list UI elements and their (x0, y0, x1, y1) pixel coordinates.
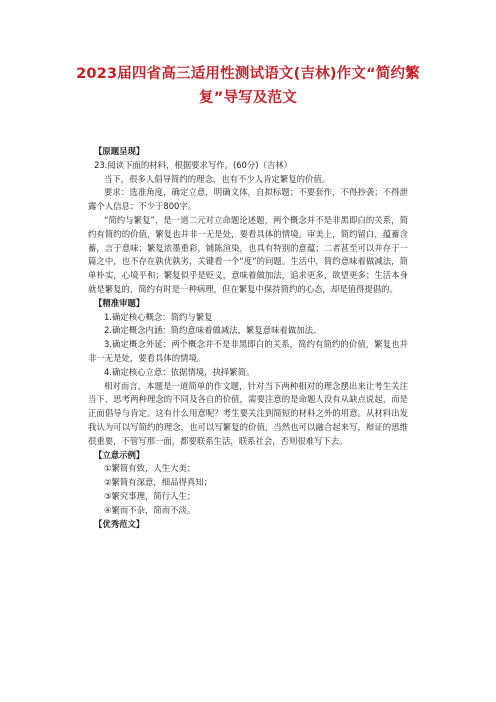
section-heading-essay: 【优秀范文】 (94, 518, 145, 529)
idea-item-2: ②繁简有深意，细品得真知； (103, 477, 212, 488)
section-heading-original: 【原题呈现】 (94, 146, 145, 156)
material-paragraph: 当下，很多人倡导简约的理念，也有不少人肯定繁复的价值。 (103, 173, 331, 184)
analysis-step-1: 1.确定核心概念：简约与繁复 (103, 311, 213, 322)
idea-item-3: ③繁究事理，简行人生； (103, 490, 196, 501)
idea-item-1: ①繁简有致，人生大美； (103, 463, 196, 474)
question-line: 23.阅读下面的材料，根据要求写作。(60分)（吉林） (94, 159, 293, 170)
analysis-step-3: 3.确定概念外延：两个概念并不是非黑即白的关系，简约有简约的价值，繁复也并非一无是处，要看具体的情境。 (88, 339, 408, 363)
document-title: 2023届四省高三适用性测试语文(吉林)作文“简约繁复”导写及范文 (76, 66, 420, 106)
analysis-paragraph: 相对而言，本题是一道简单的作文题，针对当下两种相对的理念摆出来让考生关注当下，思考两种理念的不同及各自的价值，需要注意的是命题人没有从缺点说起，而是正面倡导与肯定。这有什么用意呢？考生要关注到简短的材料之外的用意。从材料出发我认为可以写简约的理念，也可以写繁复的价值，当然也可以融合起来写，辩证的思维很重要，不管写那一面，都要联系生活，联系社会，否则很难写下去。 (88, 380, 408, 446)
requirement-paragraph: 要求：选准角度，确定立意，明确文体，自拟标题；不要套作，不得抄袭；不得泄露个人信息；不少于800字。 (88, 187, 408, 212)
document-body (88, 145, 408, 531)
idea-item-4: ④繁而不杂，简而不淡。 (103, 504, 196, 515)
section-heading-ideas: 【立意示例】 (94, 449, 145, 460)
topic-explanation-paragraph: “简约与繁复”，是一道二元对立命题论述题，两个概念并不是非黑即白的关系，简约有简约的价值，繁复也并非一无是处，要看具体的情境。审美上，简约留白，蕴蓄含蓄，言于意味；繁复浓墨重彩，铺陈渲染，也具有特别的意蕴；二者甚至可以并存于一篇之中，也不存在孰优孰劣，关键看一个“度”的问题。生活中，简约意味着做减法，简单朴实，心境平和；繁复似乎是贬义，意味着做加法，追求更多，欲望更多；生活本身就是繁复的，简约有时是一种病理，但在繁复中保持简约的心态，却是值得提倡的。 (88, 214, 408, 294)
analysis-step-2: 2.确定概念内涵：简约意味着做减法，繁复意味着做加法。 (103, 325, 322, 336)
section-heading-analysis: 【精准审题】 (94, 297, 145, 308)
analysis-step-4: 4.确定核心立意：依据情境，抉择繁简。 (103, 366, 255, 377)
